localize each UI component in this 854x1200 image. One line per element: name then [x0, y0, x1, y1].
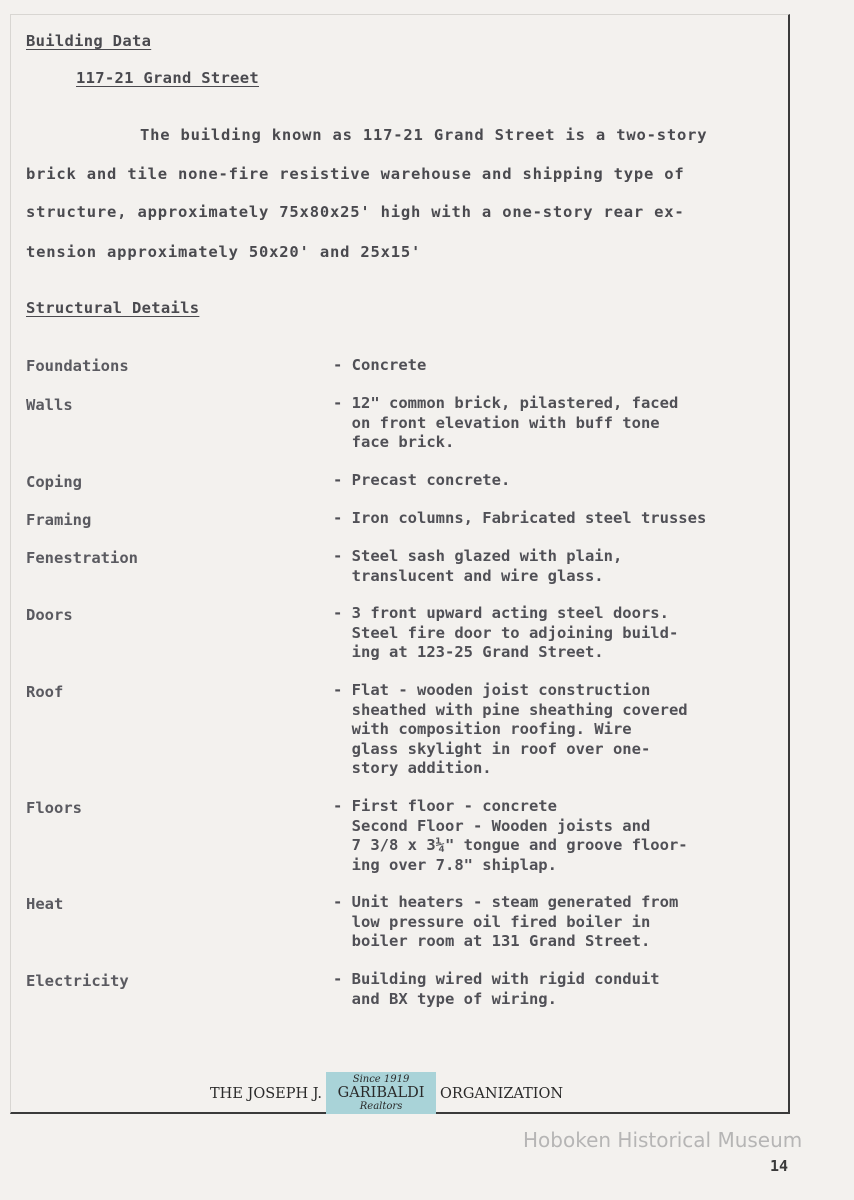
detail-label: Fenestration — [26, 549, 138, 567]
section-heading: Building Data — [26, 32, 152, 50]
detail-value: - Building wired with rigid conduit and BX type of wiring. — [333, 970, 660, 1008]
detail-label: Heat — [26, 895, 64, 913]
detail-label: Electricity — [26, 972, 129, 990]
logo-name-text: GARIBALDI — [337, 1085, 425, 1101]
logo-since-text: Since 1919 — [352, 1074, 410, 1085]
paragraph-line: structure, approximately 75x80x25' high with a one-story rear ex- — [26, 203, 685, 221]
paragraph-line: The building known as 117-21 Grand Street is a two-story — [140, 126, 708, 144]
detail-label: Floors — [26, 799, 82, 817]
garibaldi-logo — [326, 1072, 436, 1114]
museum-watermark: Hoboken Historical Museum — [523, 1128, 803, 1152]
paragraph-line: tension approximately 50x20' and 25x15' — [26, 243, 422, 261]
detail-value: - Flat - wooden joist construction sheathed with pine sheathing covered with composition roofing. Wire glass skylight in roof over one- story addition. — [333, 681, 688, 777]
page-number: 14 — [770, 1157, 789, 1175]
detail-label: Doors — [26, 606, 73, 624]
detail-value: - First floor - concrete Second Floor - Wooden joists and 7 3/8 x 3¼" tongue and groove floor- ing over 7.8" shiplap. — [333, 797, 688, 874]
detail-value: - 12" common brick, pilastered, faced on front elevation with buff tone face brick. — [333, 394, 679, 451]
detail-label: Roof — [26, 683, 64, 701]
detail-label: Coping — [26, 473, 82, 491]
logo-realtors-text: Realtors — [359, 1101, 403, 1112]
detail-label: Foundations — [26, 357, 129, 375]
detail-label: Walls — [26, 396, 73, 414]
detail-value: - Precast concrete. — [333, 471, 511, 489]
company-footer — [210, 1073, 563, 1115]
detail-value: - Steel sash glazed with plain, translucent and wire glass. — [333, 547, 623, 585]
structural-details-heading: Structural Details — [26, 299, 200, 317]
paragraph-line: brick and tile none-fire resistive warehouse and shipping type of — [26, 165, 685, 183]
detail-label: Framing — [26, 511, 92, 529]
footer-left-text: THE JOSEPH J. — [210, 1086, 323, 1102]
detail-value: - 3 front upward acting steel doors. Steel fire door to adjoining build- ing at 123-25 Grand Street. — [333, 604, 679, 661]
detail-value: - Unit heaters - steam generated from low pressure oil fired boiler in boiler room at 131 Grand Street. — [333, 893, 679, 950]
address-heading: 117-21 Grand Street — [76, 69, 260, 87]
detail-value: - Concrete — [333, 356, 427, 374]
footer-right-text: ORGANIZATION — [440, 1086, 564, 1102]
detail-value: - Iron columns, Fabricated steel trusses — [333, 509, 707, 527]
